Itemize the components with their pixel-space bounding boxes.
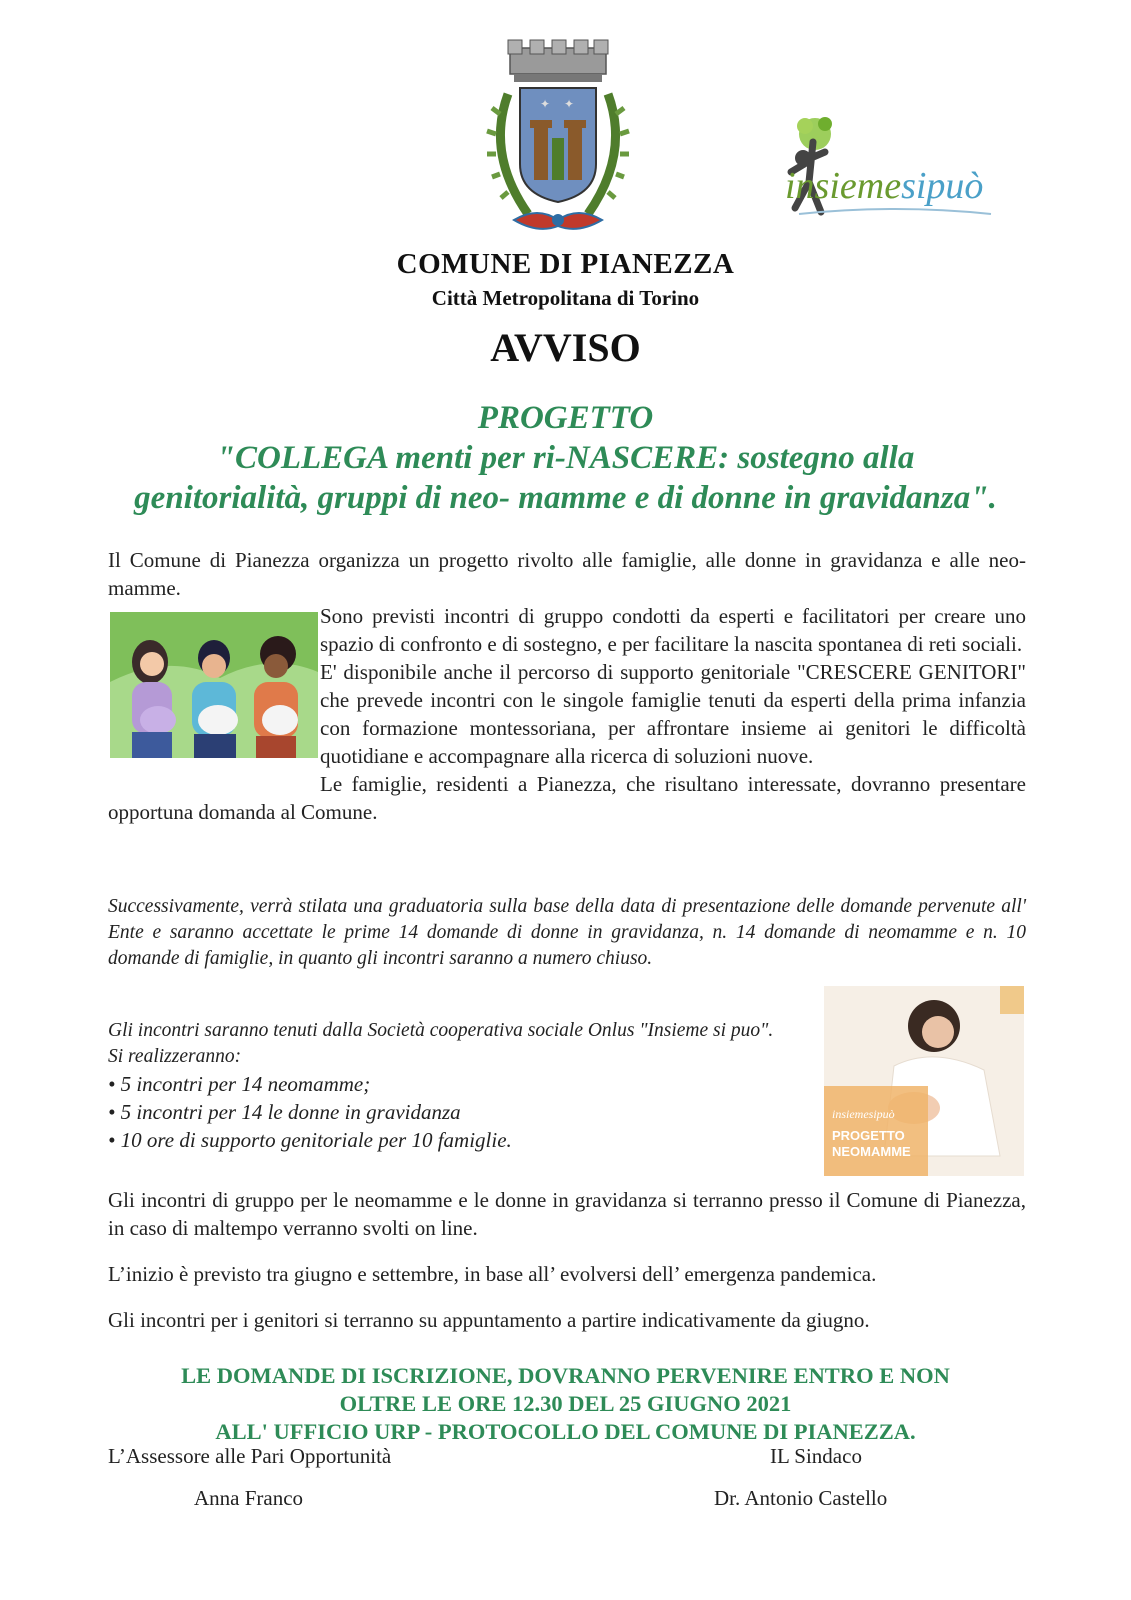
paragraph-cooperative: Gli incontri saranno tenuti dalla Società cooperativa sociale Onlus "Insieme si puo". <box>108 1020 774 1041</box>
deadline-line-3: ALL' UFFICIO URP - PROTOCOLLO DEL COMUNE DI PIANEZZA. <box>215 1419 916 1444</box>
paragraph-crescere-genitori: E' disponibile anche il percorso di supporto genitoriale "CRESCERE GENITORI" che prevede incontri con le singole famiglie tenuti da esperti della prima infanzia con formazione montessoriana, per affrontare insieme ai genitori le difficoltà quotidiane e accompagnare alla ricerca di soluzioni nuove. <box>320 660 1026 768</box>
signature-right-role: IL Sindaco <box>770 1444 862 1468</box>
promo-line-1: PROGETTO <box>832 1128 905 1143</box>
signature-right-name: Dr. Antonio Castello <box>714 1486 888 1510</box>
paragraph-ranking: Successivamente, verrà stilata una graduatoria sulla base della data di presentazione delle domande pervenute all' Ente e saranno accettate le prime 14 domande di donne in gravidanza, n. 14 domande di neomamme e n. 10 domande di famiglie, in quanto gli incontri saranno a numero chiuso. <box>108 896 1026 969</box>
promo-brand: insiemesipuò <box>832 1107 895 1121</box>
comune-title: COMUNE DI PIANEZZA <box>396 248 735 280</box>
coat-of-arms-icon <box>478 34 638 244</box>
insiemesipuo-logo <box>765 112 1020 232</box>
logo-text: insiemesipuò <box>785 165 984 207</box>
project-line-1: "COLLEGA menti per ri-NASCERE: sostegno alla <box>216 440 915 476</box>
bullet-gravidanza: • 5 incontri per 14 le donne in gravidanza <box>108 1100 461 1124</box>
paragraph-meetings-text: Sono previsti incontri di gruppo condotti da esperti e facilitatori per creare uno spazio di confronto e di sostegno, e per facilitare la nascita spontanea di reti sociali. <box>320 604 1026 656</box>
bullet-neomamme: • 5 incontri per 14 neomamme; <box>108 1072 371 1096</box>
bullet-supporto: • 10 ore di supporto genitoriale per 10 famiglie. <box>108 1128 512 1152</box>
progetto-neomamme-image <box>824 986 1024 1176</box>
project-line-2: genitorialità, gruppi di neo- mamme e di donne in gravidanza". <box>134 480 997 516</box>
paragraph-intro: Il Comune di Pianezza organizza un progetto rivolto alle famiglie, alle donne in gravidanza e alle neo-mamme. <box>108 548 1026 600</box>
comune-subtitle: Città Metropolitana di Torino <box>431 286 700 310</box>
signature-left-name: Anna Franco <box>194 1486 304 1510</box>
promo-line-2: NEOMAMME <box>832 1144 911 1159</box>
deadline-line-2: OLTRE LE ORE 12.30 DEL 25 GIUGNO 2021 <box>339 1391 792 1416</box>
paragraph-si-realizzeranno: Si realizzeranno: <box>108 1046 242 1067</box>
svg-text:✦: ✦ <box>564 97 575 111</box>
notice-title: AVVISO <box>490 325 641 370</box>
project-title <box>60 398 1071 518</box>
signature-left-role: L’Assessore alle Pari Opportunità <box>108 1444 392 1468</box>
image-float-spacer <box>108 602 320 772</box>
paragraph-group-meetings <box>108 602 1026 826</box>
paragraph-families: Le famiglie, residenti a Pianezza, che risultano interessate, dovranno presentare opportuna domanda al Comune. <box>108 772 1026 824</box>
paragraph-location: Gli incontri di gruppo per le neomamme e le donne in gravidanza si terranno presso il Comune di Pianezza, in caso di maltempo verranno svolti on line. <box>108 1188 1026 1240</box>
paragraph-appointments: Gli incontri per i genitori si terranno su appuntamento a partire indicativamente da giugno. <box>108 1308 870 1332</box>
paragraph-start: L’inizio è previsto tra giugno e settembre, in base all’ evolversi dell’ emergenza pandemica. <box>108 1262 877 1286</box>
project-label: PROGETTO <box>477 400 654 436</box>
svg-text:✦: ✦ <box>540 97 551 111</box>
deadline-notice <box>60 1362 1071 1446</box>
deadline-line-1: LE DOMANDE DI ISCRIZIONE, DOVRANNO PERVENIRE ENTRO E NON <box>181 1363 950 1388</box>
meetings-info-block <box>108 1018 808 1154</box>
